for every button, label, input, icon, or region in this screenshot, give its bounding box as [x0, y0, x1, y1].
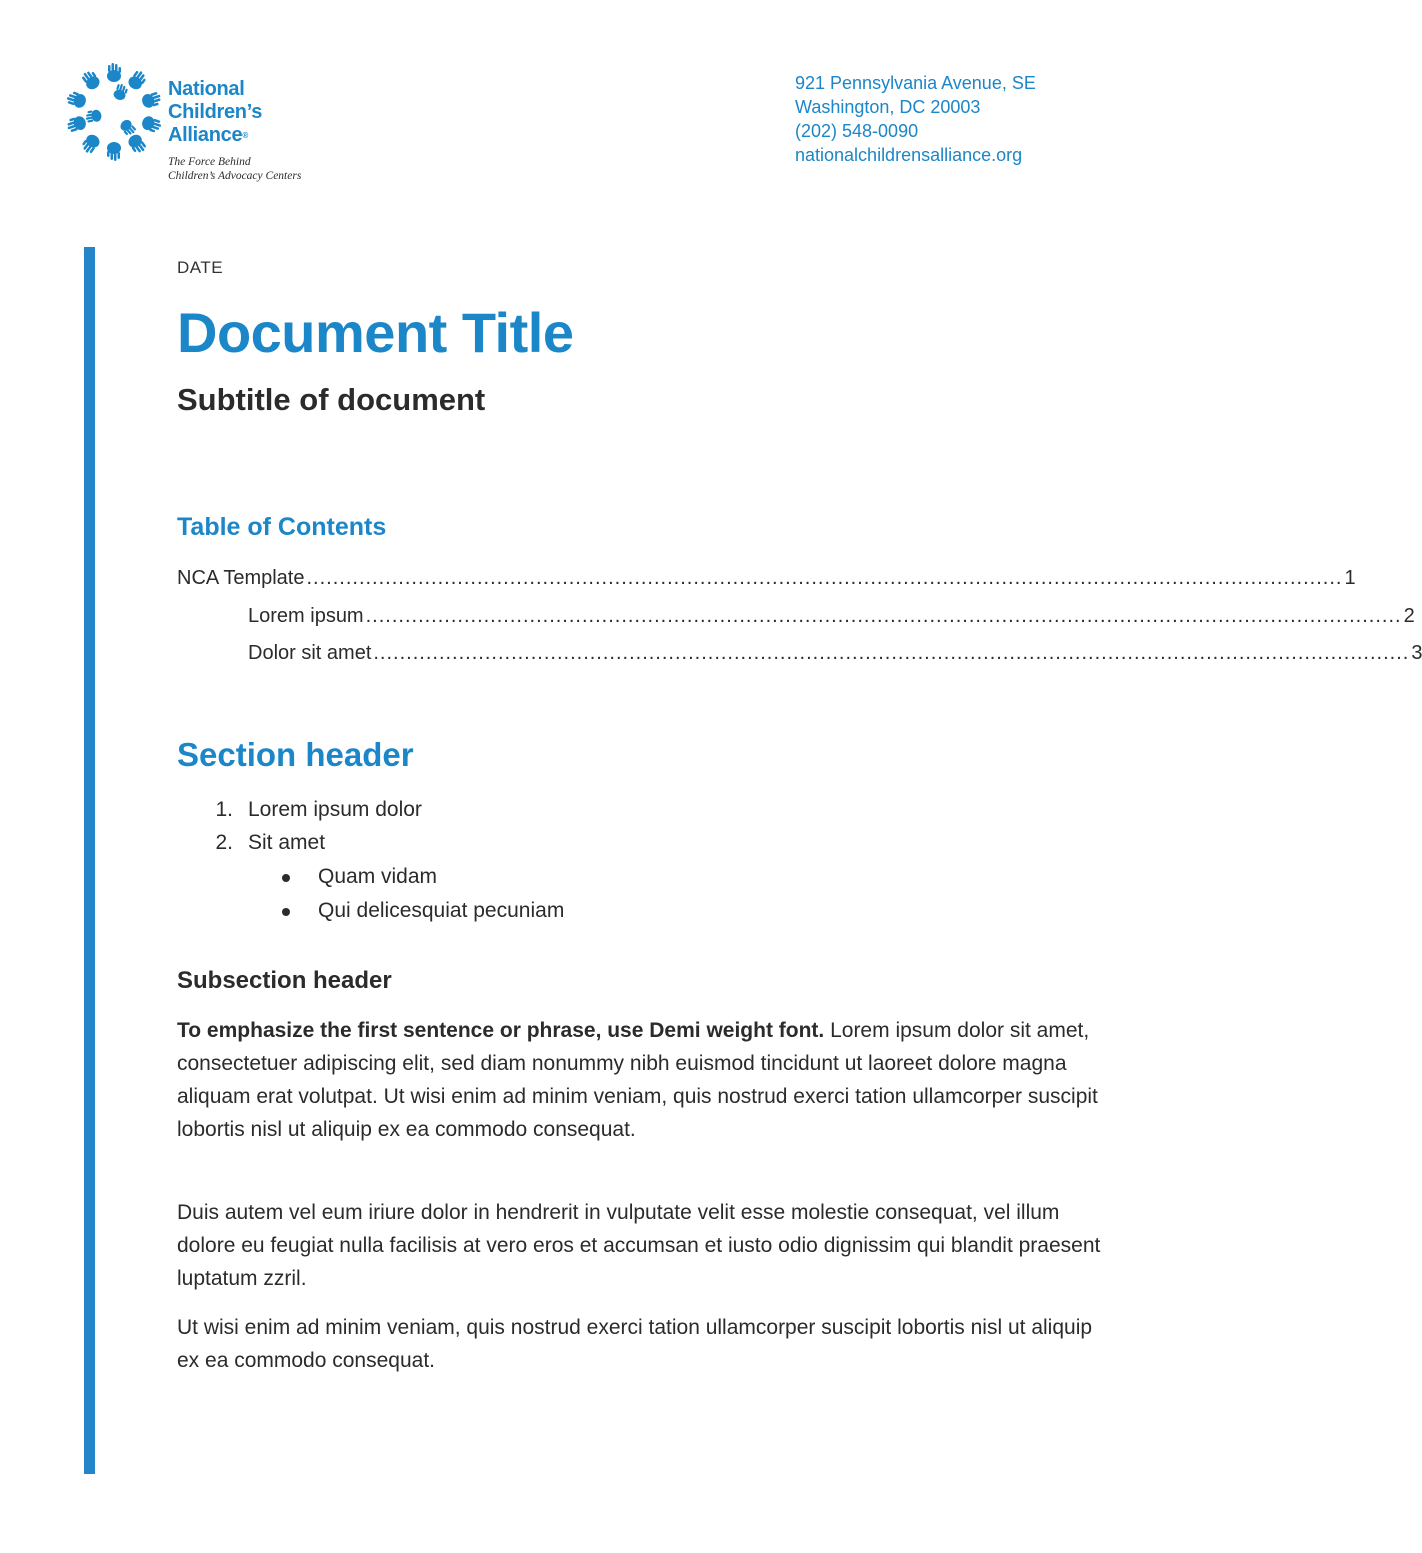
paragraph-lead-sentence: To emphasize the first sentence or phrase, use Demi weight font.: [177, 1019, 825, 1042]
toc-leader-dots: ..............................................................................................................................................................: [365, 605, 1402, 627]
toc-entry-label: NCA Template: [177, 567, 305, 589]
toc-entry-page: 2: [1403, 605, 1415, 627]
toc-leader-dots: ..............................................................................................................................................................: [373, 642, 1410, 664]
list-item-text: Lorem ipsum dolor: [248, 798, 422, 821]
bullet-icon: [282, 874, 290, 882]
body-paragraph-3: Ut wisi enim ad minim veniam, quis nostrud exerci tation ullamcorper suscipit lobortis nisl ut aliquip ex ea commodo consequat.: [177, 1316, 1093, 1372]
body-paragraph-2: Duis autem vel eum iriure dolor in hendrerit in vulputate velit esse molestie consequat, vel illum dolore eu feugiat nulla facilisis at vero eros et accumsan et iusto odio dignissim qui blandit praesent luptatum zzril.: [177, 1201, 1101, 1290]
ordered-list-item: [177, 795, 777, 825]
toc-entry-label: Lorem ipsum: [248, 605, 364, 627]
address-street: 921 Pennsylvania Avenue, SE: [795, 73, 1036, 93]
toc-entry[interactable]: [248, 638, 1422, 668]
toc-entry-page: 1: [1344, 567, 1356, 589]
subsection-header: Subsection header: [177, 967, 392, 994]
logo-name-alliance: Alliance: [168, 124, 243, 146]
list-item-text: Qui delicesquiat pecuniam: [318, 899, 565, 922]
paragraph-body-text: Lorem ipsum dolor sit amet, consectetuer adipiscing elit, sed diam nonummy nibh euismod tincidunt ut laoreet dolore magna aliquam erat volutpat. Ut wisi enim ad minim veniam, quis nostrud exerci tation ullamcorper suscipit lobortis nisl ut aliquip ex ea commodo consequat.: [177, 1019, 1098, 1141]
address-block: [795, 71, 1036, 167]
logo-name-line-3: [168, 124, 262, 147]
toc-entry[interactable]: [248, 601, 1415, 631]
bullet-list-item: [177, 862, 777, 892]
nca-logo: [66, 64, 326, 189]
ordered-list-item: [177, 828, 777, 858]
list-item-text: Quam vidam: [318, 865, 438, 888]
hands-circle-icon: [66, 64, 162, 160]
toc-entry[interactable]: [177, 563, 1356, 593]
toc-entry-page: 3: [1411, 642, 1422, 664]
body-paragraph-1: [177, 1014, 1105, 1146]
list-item-text: Sit amet: [248, 831, 326, 854]
document-date: DATE: [177, 258, 224, 277]
section-header: Section header: [177, 736, 414, 773]
logo-name-line-2: Children’s: [168, 101, 263, 123]
toc-heading: Table of Contents: [177, 513, 387, 541]
logo-tagline-line-2: Children’s Advocacy Centers: [168, 170, 302, 182]
address-phone: (202) 548-0090: [795, 121, 919, 141]
list-number: 2.: [215, 831, 233, 854]
address-city: Washington, DC 20003: [795, 97, 981, 117]
list-number: 1.: [215, 798, 233, 821]
logo-tagline: [168, 155, 338, 183]
bullet-icon: [282, 908, 290, 916]
document-subtitle: Subtitle of document: [177, 382, 486, 417]
logo-tagline-line-1: The Force Behind: [168, 156, 251, 168]
left-accent-bar: [84, 247, 95, 1474]
toc-entry-label: Dolor sit amet: [248, 642, 372, 664]
toc-leader-dots: ..............................................................................................................................................................: [306, 567, 1343, 589]
logo-name-line-1: National: [168, 78, 245, 100]
document-title: Document Title: [177, 301, 574, 364]
registered-mark: ®: [242, 131, 248, 140]
address-website[interactable]: nationalchildrensalliance.org: [795, 145, 1023, 165]
logo-wordmark: [168, 78, 262, 147]
bullet-list-item: [177, 896, 777, 926]
